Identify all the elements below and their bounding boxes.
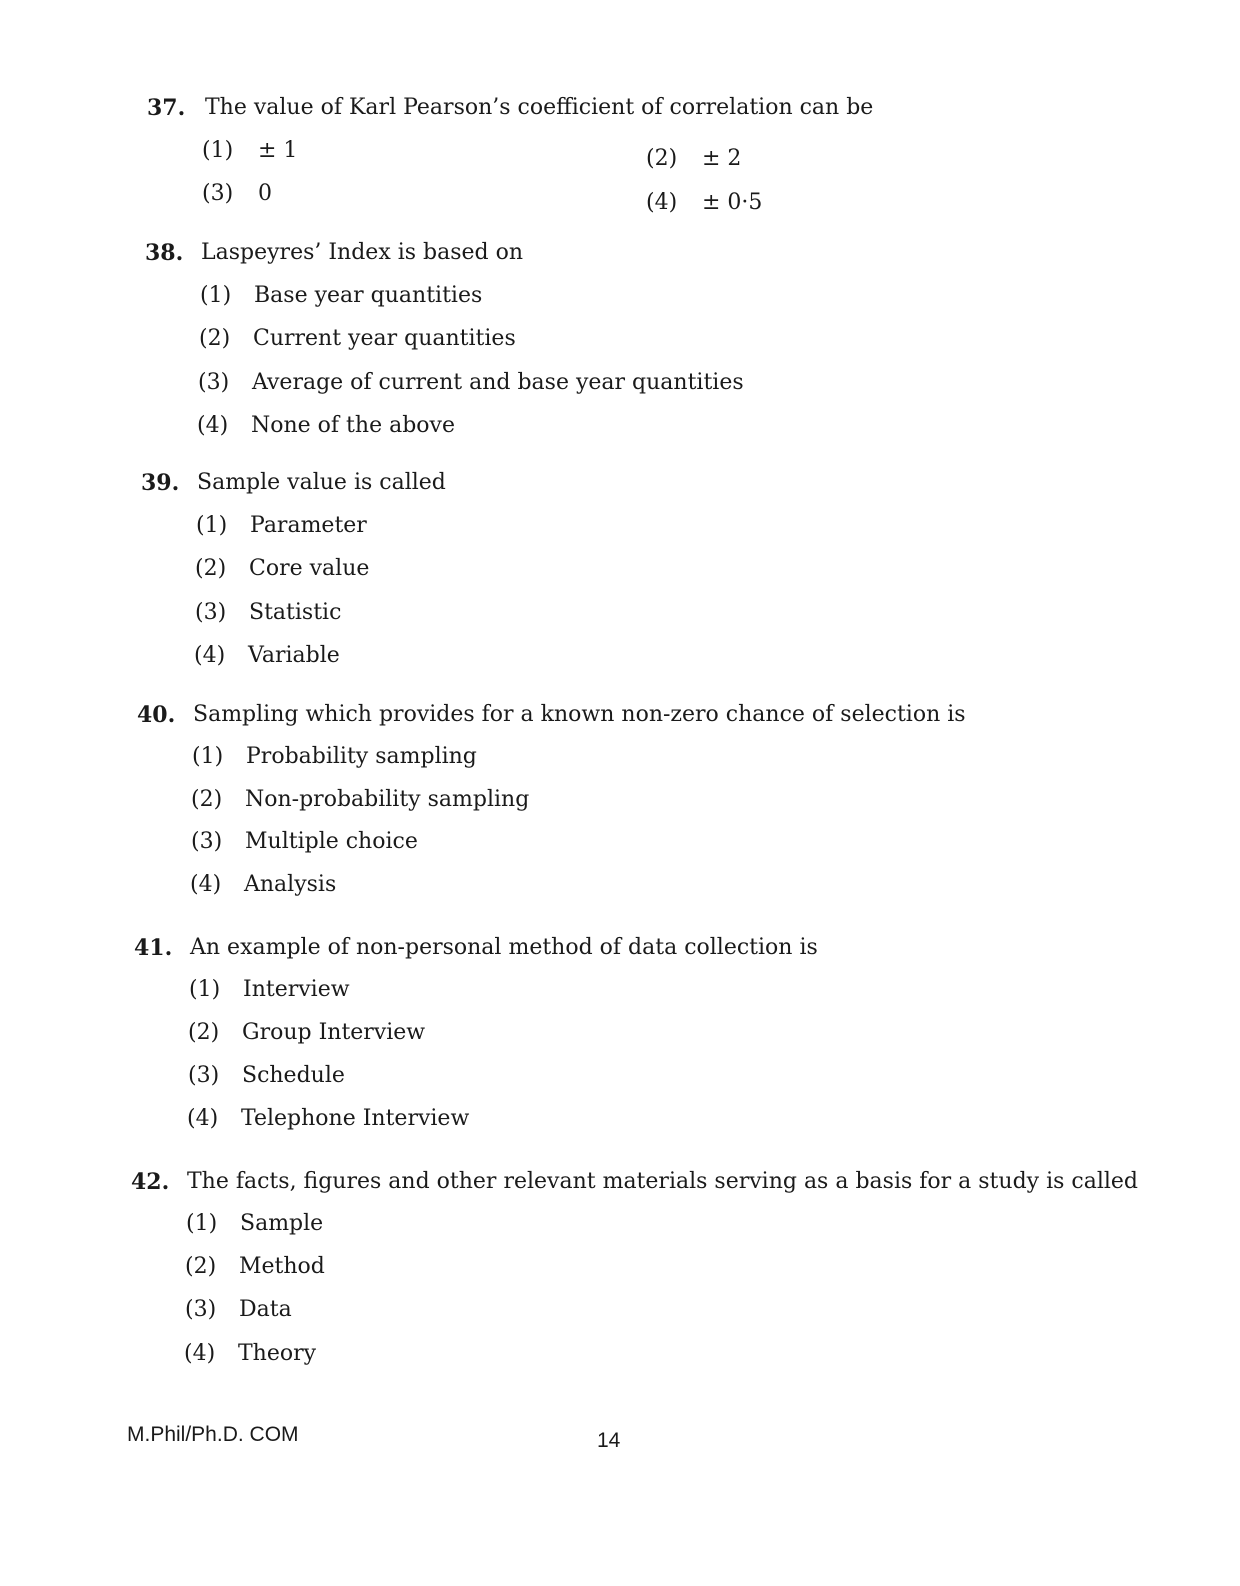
- question-header: [131, 1162, 1139, 1202]
- question-text: The value of Karl Pearson’s coefficient of correlation can be: [205, 95, 874, 120]
- option-number: (2): [188, 1020, 220, 1045]
- option-number: (3): [198, 370, 230, 395]
- option-text: Core value: [249, 556, 370, 581]
- option-4: [646, 188, 762, 218]
- option-text: Schedule: [242, 1063, 345, 1088]
- question-header: [134, 928, 1114, 968]
- option-number: (1): [202, 138, 234, 163]
- page-number: 14: [597, 1429, 621, 1452]
- option-text: Method: [239, 1254, 325, 1279]
- option-text: Non-probability sampling: [245, 787, 530, 812]
- option-1: [192, 742, 477, 772]
- option-number: (4): [197, 413, 229, 438]
- option-number: (3): [185, 1297, 217, 1322]
- option-number: (2): [185, 1254, 217, 1279]
- option-text: Parameter: [250, 513, 367, 538]
- question-number: 42.: [131, 1169, 170, 1195]
- option-4: [187, 1104, 469, 1134]
- question-40: [137, 695, 1117, 897]
- option-number: (2): [199, 326, 231, 351]
- question-header: [147, 88, 1127, 128]
- question-header: [145, 233, 1125, 273]
- option-text: 0: [258, 181, 272, 206]
- option-text: Multiple choice: [245, 829, 418, 854]
- option-3: [191, 827, 418, 857]
- question-38: [145, 233, 1125, 438]
- option-4: [184, 1339, 316, 1369]
- option-3: [202, 179, 272, 209]
- option-2: [185, 1252, 325, 1282]
- question-42: [131, 1162, 1139, 1366]
- option-number: (1): [200, 283, 232, 308]
- option-number: (4): [194, 643, 226, 668]
- question-41: [134, 928, 1114, 1131]
- option-text: Sample: [240, 1211, 324, 1236]
- option-2: [199, 324, 516, 354]
- option-3: [185, 1295, 292, 1325]
- question-number: 37.: [147, 95, 186, 121]
- option-3: [198, 368, 744, 398]
- question-number: 38.: [145, 240, 184, 266]
- option-2: [191, 785, 529, 815]
- question-text: An example of non-personal method of data collection is: [190, 935, 818, 960]
- option-number: (4): [190, 872, 222, 897]
- option-text: Telephone Interview: [241, 1106, 470, 1131]
- option-number: (3): [191, 829, 223, 854]
- option-text: Group Interview: [242, 1020, 426, 1045]
- option-number: (2): [191, 787, 223, 812]
- question-text: Sample value is called: [197, 470, 446, 495]
- option-text: None of the above: [251, 413, 455, 438]
- option-number: (4): [646, 190, 678, 215]
- option-2: [646, 144, 741, 174]
- option-1: [189, 975, 350, 1005]
- option-number: (1): [196, 513, 228, 538]
- option-3: [188, 1061, 345, 1091]
- question-number: 41.: [134, 935, 173, 961]
- question-37: [147, 88, 1127, 215]
- option-4: [190, 870, 336, 900]
- option-4: [194, 641, 340, 671]
- option-text: ± 1: [258, 138, 298, 163]
- option-text: Probability sampling: [246, 744, 477, 769]
- question-text: Sampling which provides for a known non-zero chance of selection is: [193, 702, 966, 727]
- option-4: [197, 411, 455, 441]
- option-text: Statistic: [249, 600, 342, 625]
- option-text: ± 2: [702, 146, 742, 171]
- question-header: [141, 463, 1121, 503]
- option-3: [195, 598, 341, 628]
- option-text: Analysis: [244, 872, 337, 897]
- option-number: (1): [186, 1211, 218, 1236]
- question-39: [141, 463, 1121, 668]
- option-2: [195, 554, 369, 584]
- option-number: (1): [189, 977, 221, 1002]
- option-text: Theory: [238, 1341, 317, 1366]
- question-header: [137, 695, 1117, 735]
- option-number: (1): [192, 744, 224, 769]
- question-text: The facts, figures and other relevant materials serving as a basis for a study is called: [187, 1169, 1139, 1194]
- option-text: ± 0·5: [702, 190, 763, 215]
- option-text: Base year quantities: [254, 283, 483, 308]
- option-number: (4): [187, 1106, 219, 1131]
- option-1: [186, 1209, 323, 1239]
- option-number: (2): [195, 556, 227, 581]
- question-number: 40.: [137, 702, 176, 728]
- option-text: Data: [239, 1297, 292, 1322]
- footer-course-code: M.Phil/Ph.D. COM: [127, 1423, 299, 1446]
- option-number: (2): [646, 146, 678, 171]
- option-number: (3): [202, 181, 234, 206]
- option-text: Variable: [248, 643, 340, 668]
- option-1: [196, 511, 367, 541]
- option-number: (3): [188, 1063, 220, 1088]
- option-text: Average of current and base year quantities: [252, 370, 744, 395]
- option-1: [202, 136, 297, 166]
- option-text: Current year quantities: [253, 326, 516, 351]
- option-1: [200, 281, 482, 311]
- option-2: [188, 1018, 425, 1048]
- question-text: Laspeyres’ Index is based on: [201, 240, 524, 265]
- option-text: Interview: [243, 977, 350, 1002]
- question-number: 39.: [141, 470, 180, 496]
- option-number: (3): [195, 600, 227, 625]
- option-number: (4): [184, 1341, 216, 1366]
